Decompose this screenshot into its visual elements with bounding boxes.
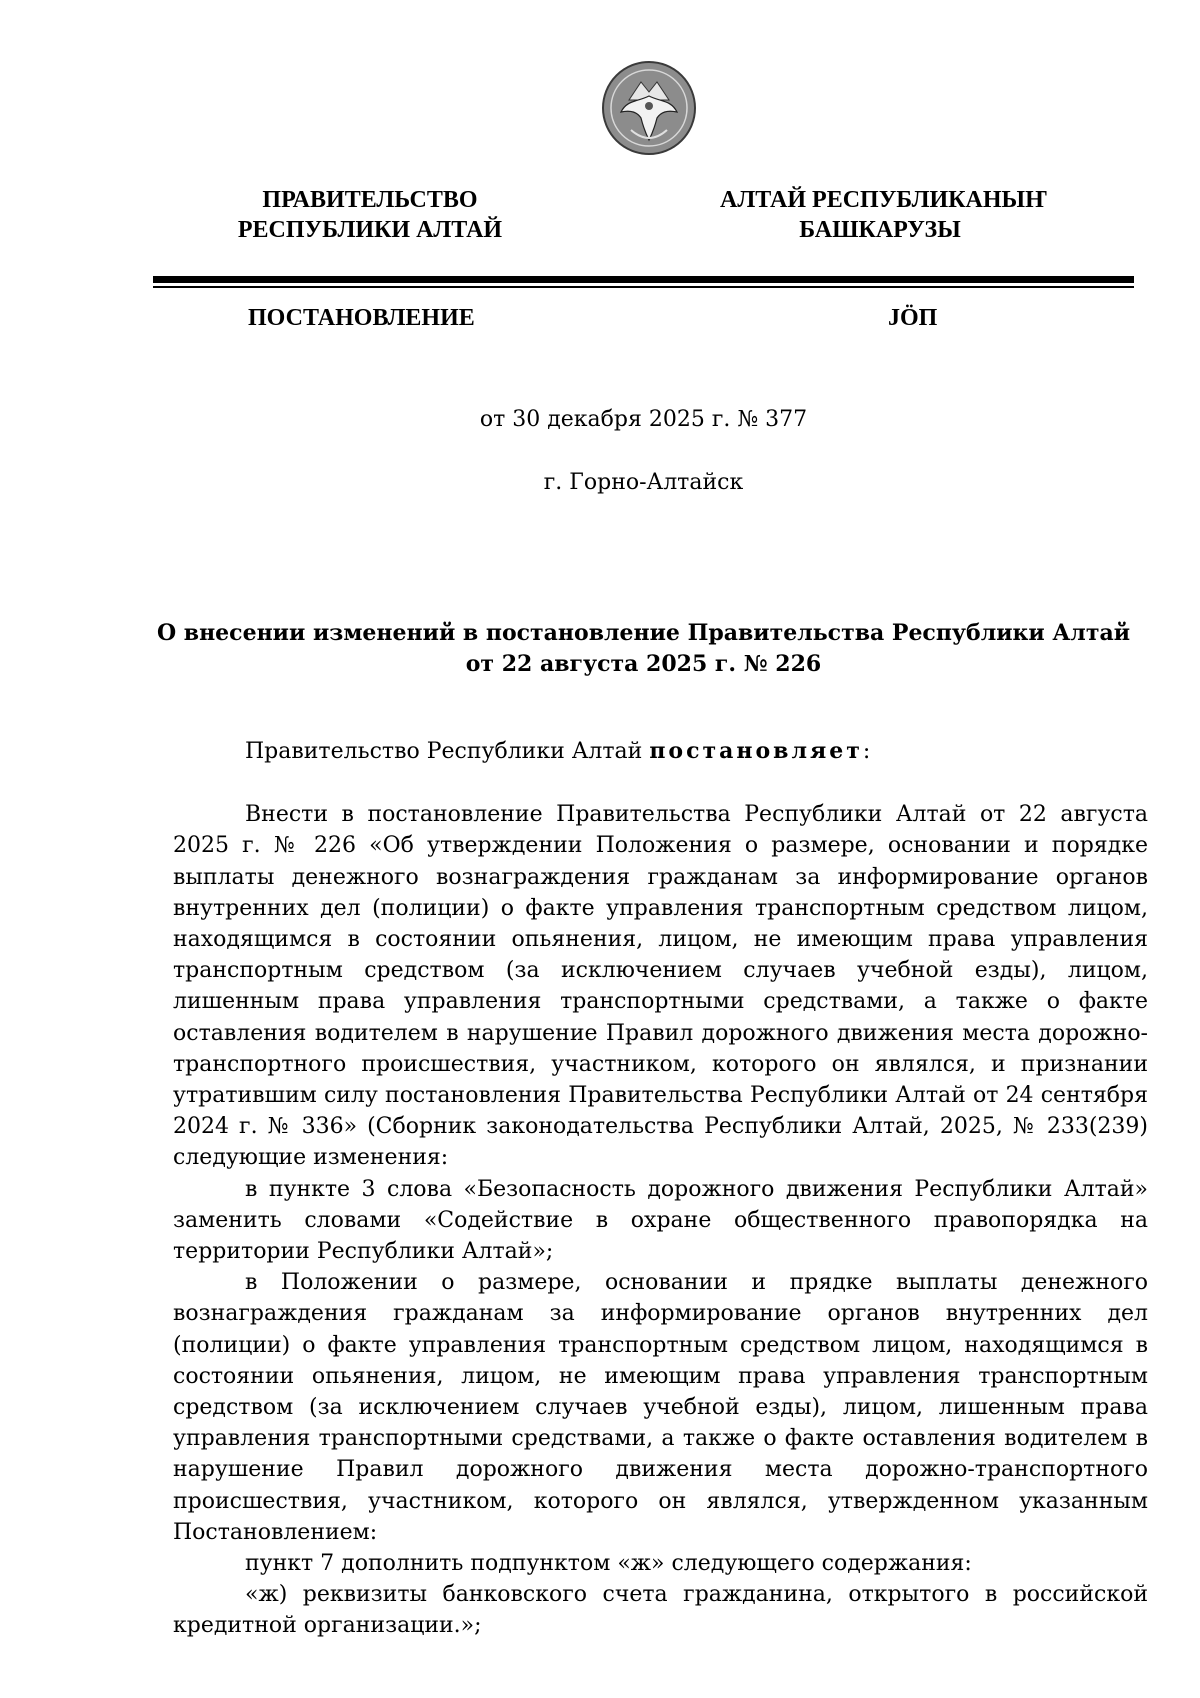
document-date-number: от 30 декабря 2025 г. № 377 xyxy=(479,407,808,432)
header-left-line2: РЕСПУБЛИКИ АЛТАЙ xyxy=(237,217,503,243)
body-intro-decree: постановляет xyxy=(649,738,863,764)
body-intro-text: Правительство Республики Алтай xyxy=(245,739,650,764)
document-title-line2: от 22 августа 2025 г. № 226 xyxy=(465,651,822,677)
header-divider-thick xyxy=(153,276,1134,283)
document-body xyxy=(173,736,1148,1642)
body-paragraph-1: Внести в постановление Правительства Республики Алтай от 22 августа 2025 г. № 226 «Об утверждении Положения о размере, основании и порядке выплаты денежного вознаграждения гражданам за информирование органов внутренних дел (полиции) о факте управления транспортным средством лицом, находящимся в состоянии опьянения, лицом, не имеющим права управления транспортным средством (за исключением случаев учебной езды), лицом, лишенным права управления транспортными средствами, а также о факте оставления водителем в нарушение Правил дорожного движения места дорожно-транспортного происшествия, участником, которого он являлся, и признании утратившим силу постановления Правительства Республики Алтай от 24 сентября 2024 г. № 336» (Сборник законодательства Республики Алтай, 2025, № 233(239) следующие изменения: xyxy=(173,802,1148,1171)
body-paragraph-3: в Положении о размере, основании и прядке выплаты денежного вознаграждения гражданам за информирование органов внутренних дел (полиции) о факте управления транспортным средством лицом, находящимся в состоянии опьянения, лицом, не имеющим права управления транспортным средством (за исключением случаев учебной езды), лицом, лишенным права управления транспортными средствами, а также о факте оставления водителем в нарушение Правил дорожного движения места дорожно-транспортного происшествия, участником, которого он являлся, утвержденном указанным Постановлением: xyxy=(173,1270,1148,1545)
body-paragraph-4: пункт 7 дополнить подпунктом «ж» следующего содержания: xyxy=(245,1551,972,1577)
header-left-line1: ПРАВИТЕЛЬСТВО xyxy=(262,187,478,213)
document-title-line1: О внесении изменений в постановление Правительства Республики Алтай xyxy=(156,620,1131,646)
body-intro xyxy=(173,736,1148,767)
header-right-org xyxy=(720,185,1048,245)
body-paragraph-5: «ж) реквизиты банковского счета гражданина, открытого в российской кредитной организации.»; xyxy=(173,1582,1148,1639)
body-paragraph-2: в пункте 3 слова «Безопасность дорожного движения Республики Алтай» заменить словами «Содействие в охране общественного правопорядка на территории Республики Алтай»; xyxy=(173,1176,1148,1265)
header-divider-thin xyxy=(153,286,1134,288)
document-title xyxy=(153,618,1134,680)
header-right-line2: БАШКАРУЗЫ xyxy=(799,217,961,243)
doc-type-left: ПОСТАНОВЛЕНИЕ xyxy=(248,305,475,331)
coat-of-arms-emblem xyxy=(601,60,697,156)
header-right-line1: АЛТАЙ РЕСПУБЛИКАНЫҤ xyxy=(720,187,1048,213)
doc-type-right: JӦП xyxy=(888,305,938,331)
header-left-org xyxy=(220,185,520,245)
body-intro-colon: : xyxy=(862,739,871,764)
document-city: г. Горно-Алтайск xyxy=(543,470,744,495)
